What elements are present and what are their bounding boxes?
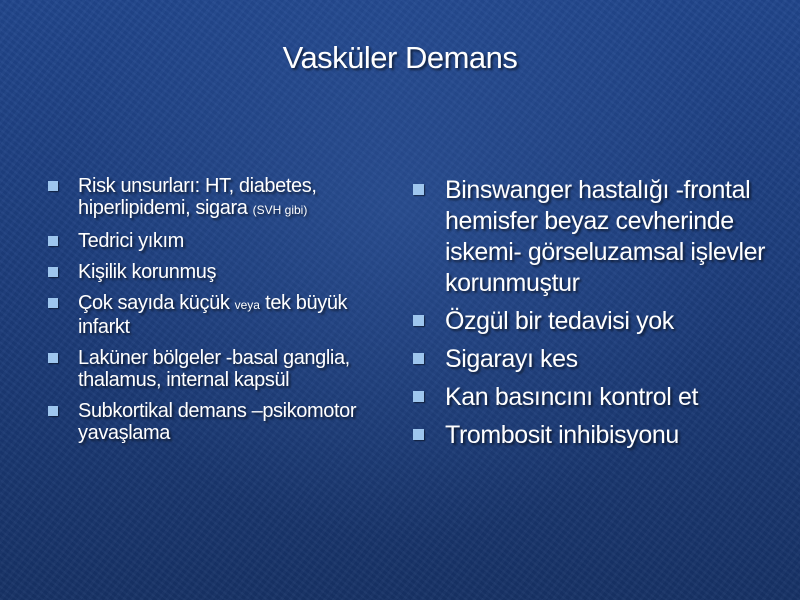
- list-item-text: Kişilik korunmuş: [78, 261, 217, 283]
- square-bullet-icon: [48, 236, 58, 246]
- list-item-text: Kan basıncını kontrol et: [445, 383, 699, 411]
- square-bullet-icon: [413, 184, 424, 195]
- square-bullet-icon: [413, 429, 424, 440]
- list-item: [48, 347, 388, 391]
- square-bullet-icon: [48, 181, 58, 191]
- square-bullet-icon: [413, 353, 424, 364]
- slide-title: Vasküler Demans: [282, 40, 518, 75]
- square-bullet-icon: [413, 391, 424, 402]
- square-bullet-icon: [48, 298, 58, 308]
- square-bullet-icon: [48, 267, 58, 277]
- list-item-text: Özgül bir tedavisi yok: [445, 307, 674, 335]
- list-item: [48, 400, 388, 444]
- list-item-text: tek büyük infarkt: [78, 292, 348, 338]
- right-bullet-list: [413, 175, 793, 458]
- list-item: [48, 261, 388, 283]
- list-item: [413, 306, 793, 337]
- list-item: [413, 420, 793, 451]
- left-bullet-list: [48, 175, 388, 453]
- list-item-text: Çok sayıda küçük: [78, 292, 230, 314]
- square-bullet-icon: [413, 315, 424, 326]
- list-item: [413, 175, 793, 299]
- list-item-text: Sigarayı kes: [445, 345, 578, 373]
- list-item-connector: veya: [234, 298, 260, 312]
- list-item: [413, 344, 793, 375]
- list-item-text: Binswanger hastalığı -frontal hemisfer beyaz cevherinde iskemi- görseluzamsal işlevler korunmuştur: [445, 176, 766, 297]
- list-item-text: Laküner bölgeler -basal ganglia, thalamus, internal kapsül: [78, 347, 350, 391]
- list-item: [48, 175, 388, 221]
- list-item-text: Risk unsurları: HT, diabetes, hiperlipidemi, sigara: [78, 175, 317, 219]
- list-item: [48, 292, 388, 338]
- list-item-text: Tedrici yıkım: [78, 230, 184, 252]
- list-item-note: (SVH gibi): [252, 203, 308, 217]
- list-item-text: Trombosit inhibisyonu: [445, 421, 679, 449]
- square-bullet-icon: [48, 406, 58, 416]
- list-item: [48, 230, 388, 252]
- list-item: [413, 382, 793, 413]
- list-item-text: Subkortikal demans –psikomotor yavaşlama: [78, 400, 357, 444]
- square-bullet-icon: [48, 353, 58, 363]
